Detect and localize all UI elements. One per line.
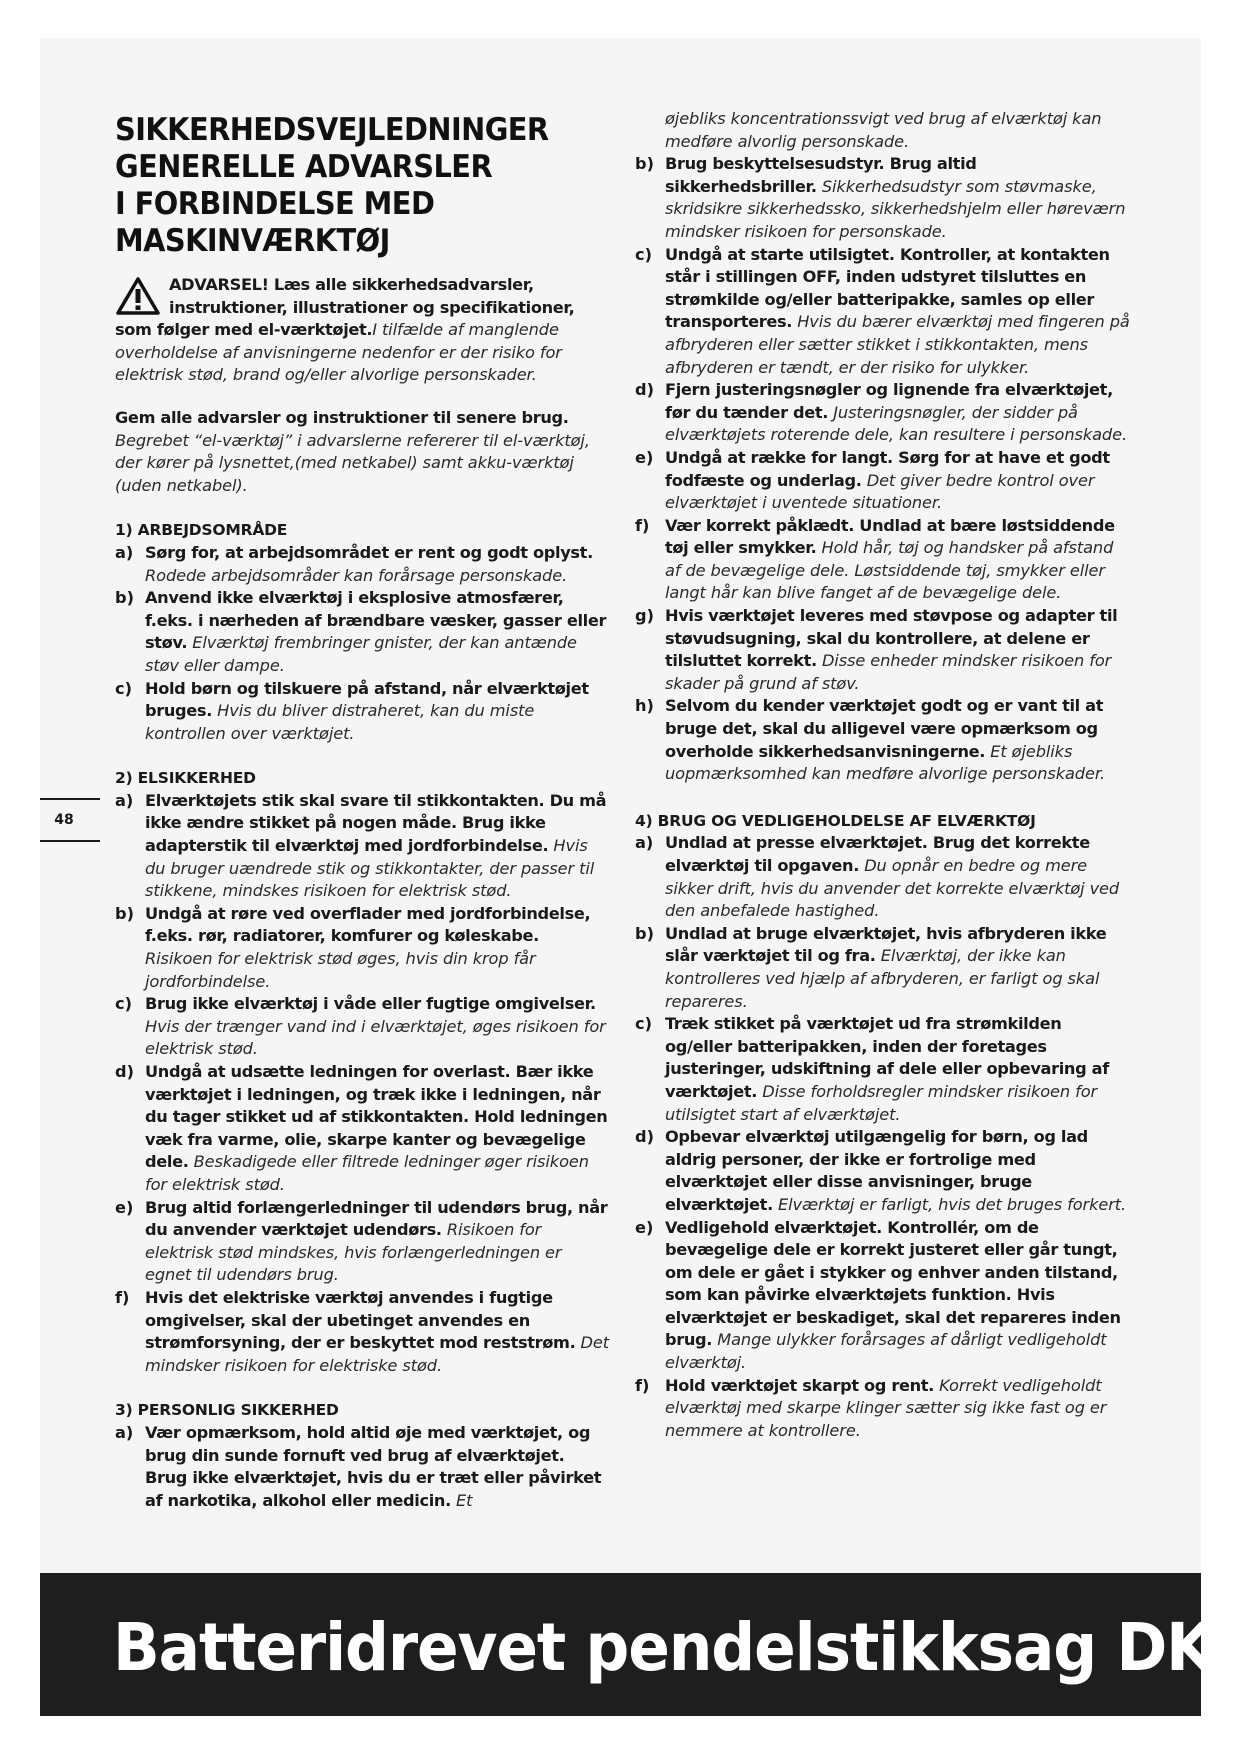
item-italic: Du opnår en bedre og mere sikker drift, hvis du anvender det korrekte elværktøj ved den anbefalede hastighed. [665,856,1120,921]
item-label: g) [635,606,654,626]
footer-title: Batteridrevet pendelstikksag DK [113,1609,1213,1686]
item-label: f) [115,1287,130,1307]
item-italic: Et øjebliks uopmærksomhed kan medføre alvorlige personskader. [665,741,1105,784]
list-item [635,447,1130,515]
item-label: c) [115,678,132,698]
section-title-tool-use: 4) BRUG OG VEDLIGEHOLDELSE AF ELVÆRKTØJ [635,811,1036,830]
list-item [635,1375,1130,1443]
list-item [115,790,610,903]
item-label: e) [635,447,654,467]
item-italic: Risikoen for elektrisk stød mindskes, hvis forlængerledningen er egnet til udendørs brug. [145,1220,562,1285]
item-label: d) [635,380,654,400]
item-italic: Rodede arbejdsområder kan forårsage personskade. [145,565,568,585]
list-item [635,379,1130,447]
item-label: c) [635,244,652,264]
keep-italic: Begrebet “el-værktøj” i advarslerne refererer til el-værktøj, der kører på lysnettet,(med netkabel) samt akku-værktøj (uden netkabel). [115,430,590,495]
item-bold: Hold børn og tilskuere på afstand, når elværktøjet bruges. [145,678,589,721]
title-line: I FORBINDELSE MED [115,186,435,222]
item-bold: Opbevar elværktøj utilgængelig for børn, og lad aldrig personer, der ikke er fortrolige med elværktøjet eller disse anvisninger, bruge elværktøjet. [665,1127,1088,1214]
list-item [635,1013,1130,1126]
item-bold: Hvis værktøjet leveres med støvpose og adapter til støvudsugning, skal du kontrollere, at delene er tilsluttet korrekt. [665,606,1118,671]
page-number-rule-bottom [40,840,100,842]
item-bold: Elværktøjets stik skal svare til stikkontakten. Du må ikke ændre stikket på nogen måde. Brug ikke adapterstik til elværktøj med jordforbindelse. [145,790,607,856]
item-italic: Justeringsnøgler, der sidder på elværktøjets roterende dele, kan resultere i personskade. [665,402,1128,445]
page-number-rule-top [40,798,100,800]
item-bold: Fjern justeringsnøgler og lignende fra elværktøjet, før du tænder det. [665,380,1113,422]
item-italic: Sikkerhedsudstyr som støvmaske, skridsikre sikkerhedssko, sikkerhedshjelm eller høreværn mindsker risikoen for personskade. [665,176,1126,241]
section-title-personal-safety: 3) PERSONLIG SIKKERHED [115,1401,339,1420]
list-item [635,1217,1130,1375]
item-italic: Hvis der trænger vand ind i elværktøjet, øges risikoen for elektrisk stød. [145,1016,606,1059]
item-bold: Undlad at presse elværktøjet. Brug det korrekte elværktøj til opgaven. [665,833,1090,875]
item-bold: Undgå at starte utilsigtet. Kontroller, at kontakten står i stillingen OFF, inden udstyret tilsluttes en strømkilde og/eller batteripakke, samles op eller transporteres. [665,244,1110,332]
item-italic: Hvis du bruger uændrede stik og stikkontakter, der passer til stikkene, mindskes risikoen for elektrisk stød. [145,836,595,901]
left-column [115,112,610,1512]
item-italic: Disse enheder mindsker risikoen for skader på grund af støv. [665,651,1112,693]
item-bold: Undgå at række for langt. Sørg for at have et godt fodfæste og underlag. [665,447,1110,490]
list-item [115,1197,610,1287]
right-column [635,108,1130,1442]
item-bold: Anvend ikke elværktøj i eksplosive atmosfærer, f.eks. i nærheden af brændbare væsker, gasser eller støv. [145,588,607,653]
item-bold: Vær korrekt påklædt. Undlad at bære løstsiddende tøj eller smykker. [665,515,1115,558]
item-bold: Vedligehold elværktøjet. Kontrollér, om de bevægelige dele er korrekt justeret eller går tungt, om dele er gået i stykker og enhver anden tilstand, som kan påvirke elværktøjets funktion. Hvis elværktøjet er beskadiget, skal det repareres inden brug. [665,1217,1121,1350]
list-item [115,903,610,993]
item-italic: Det mindsker risikoen for elektriske stød. [145,1333,610,1375]
item-italic: Beskadigede eller filtrede ledninger øger risikoen for elektrisk stød. [145,1152,589,1194]
list-item [115,1422,610,1512]
item-bold: Undgå at udsætte ledningen for overlast. Bær ikke værktøjet i ledningen, og træk ikke i ledningen, når du tager stikket ud af stikkontakten. Hold ledningen væk fra varme, olie, skarpe kanter og bevægelige dele. [145,1062,608,1172]
list-item-continuation [635,108,1130,153]
list-item [635,515,1130,605]
item-label: d) [115,1062,134,1081]
item-italic: Hvis du bliver distraheret, kan du miste kontrollen over værktøjet. [145,701,535,743]
item-label: a) [115,1422,134,1442]
list-item [635,832,1130,922]
keep-bold: Gem alle advarsler og instruktioner til senere brug. [115,407,569,427]
item-bold: Hold værktøjet skarpt og rent. [665,1375,934,1395]
title-line: GENERELLE ADVARSLER [115,149,493,185]
item-label: a) [635,833,654,853]
item-bold: Brug ikke elværktøj i våde eller fugtige omgivelser. [145,994,596,1014]
item-label: h) [635,696,654,716]
title-line: MASKINVÆRKTØJ [115,223,390,259]
item-bold: Undgå at røre ved overflader med jordforbindelse, f.eks. rør, radiatorer, komfurer og køleskabe. [145,903,591,946]
list-item [115,587,610,677]
item-italic: Elværktøj er farligt, hvis det bruges forkert. [778,1194,1127,1214]
item-italic-continued: øjebliks koncentrationssvigt ved brug af elværktøj kan medføre alvorlig personskade. [665,109,1102,151]
keep-instructions [115,407,610,497]
item-bold: Undlad at bruge elværktøjet, hvis afbryderen ikke slår værktøjet til og fra. [665,923,1107,966]
item-bold: Sørg for, at arbejdsområdet er rent og godt oplyst. [145,542,593,562]
item-italic: Mange ulykker forårsages af dårligt vedligeholdt elværktøj. [665,1330,1107,1373]
list-item [115,1287,610,1377]
item-bold: Brug altid forlængerledninger til udendørs brug, når du anvender værktøjet udendørs. [145,1197,608,1240]
item-label: b) [635,923,654,943]
list-item [635,1126,1130,1216]
section-title-electrical-safety: 2) ELSIKKERHED [115,769,256,788]
item-italic: Et [456,1490,473,1510]
item-label: b) [115,903,134,923]
list-item [635,923,1130,1013]
warning-italic: I tilfælde af manglende overholdelse af anvisningerne nedenfor er der risiko for elektrisk stød, brand og/eller alvorlige personskader. [115,320,562,385]
item-bold: Træk stikket på værktøjet ud fra strømkilden og/eller batteripakken, inden der foretages justeringer, udskiftning af dele eller opbevaring af værktøjet. [665,1014,1109,1101]
item-label: c) [115,994,132,1014]
item-bold: Selvom du kender værktøjet godt og er vant til at bruge det, skal du alligevel være opmærksom og overholde sikkerhedsanvisningerne. [665,696,1104,761]
item-label: e) [635,1217,654,1237]
list-item [635,244,1130,380]
list-item [635,605,1130,695]
item-label: b) [635,154,654,174]
item-italic: Risikoen for elektrisk stød øges, hvis din krop får jordforbindelse. [145,949,536,991]
item-label: c) [635,1014,652,1034]
item-bold: Brug beskyttelsesudstyr. Brug altid sikkerhedsbriller. [665,154,977,196]
item-italic: Elværktøj frembringer gnister, der kan antænde støv eller dampe. [145,633,577,675]
list-item [635,153,1130,243]
list-item [635,695,1130,785]
item-italic: Hold hår, tøj og handsker på afstand af de bevægelige dele. Løstsiddende tøj, smykker eller langt hår kan blive fanget af de bevægelige dele. [665,538,1114,603]
item-label: b) [115,588,134,608]
item-label: a) [115,542,134,562]
warning-bold: ADVARSEL! Læs alle sikkerhedsadvarsler, instruktioner, illustrationer og specifikationer, som følger med el-værktøjet. [115,275,575,340]
item-label: e) [115,1197,134,1217]
item-italic: Korrekt vedligeholdt elværktøj med skarpe klinger sætter sig ikke fast og er nemmere at kontrollere. [665,1375,1107,1440]
list-item [115,993,610,1061]
item-label: a) [115,790,134,810]
item-italic: Det giver bedre kontrol over elværktøjet i uventede situationer. [665,470,1095,513]
item-italic: Disse forholdsregler mindsker risikoen for utilsigtet start af elværktøjet. [665,1081,1098,1124]
page-title [115,112,636,260]
list-item [115,542,610,587]
page-number: 48 [54,812,74,828]
section-title-work-area: 1) ARBEJDSOMRÅDE [115,521,288,540]
item-italic: Hvis du bærer elværktøj med fingeren på afbryderen eller sætter stikket i stikkontakten, mens afbryderen er tændt, er der risiko for ulykker. [665,312,1130,377]
list-item [115,1061,610,1197]
item-bold: Hvis det elektriske værktøj anvendes i fugtige omgivelser, skal der ubetinget anvendes en strømforsyning, der er beskyttet mod reststrøm. [145,1287,576,1353]
item-label: d) [635,1127,654,1147]
item-bold: Vær opmærksom, hold altid øje med værktøjet, og brug din sunde fornuft ved brug af elværktøjet. Brug ikke elværktøjet, hvis du er træt eller påvirket af narkotika, alkohol eller medicin. [145,1422,602,1510]
title-line: SIKKERHEDSVEJLEDNINGER [115,112,549,148]
warning-triangle-icon [115,276,161,316]
warning-paragraph [115,274,610,387]
item-label: f) [635,515,650,535]
list-item [115,678,610,746]
item-label: f) [635,1375,650,1395]
item-italic: Elværktøj, der ikke kan kontrolleres ved hjælp af afbryderen, er farligt og skal repareres. [665,946,1100,1011]
